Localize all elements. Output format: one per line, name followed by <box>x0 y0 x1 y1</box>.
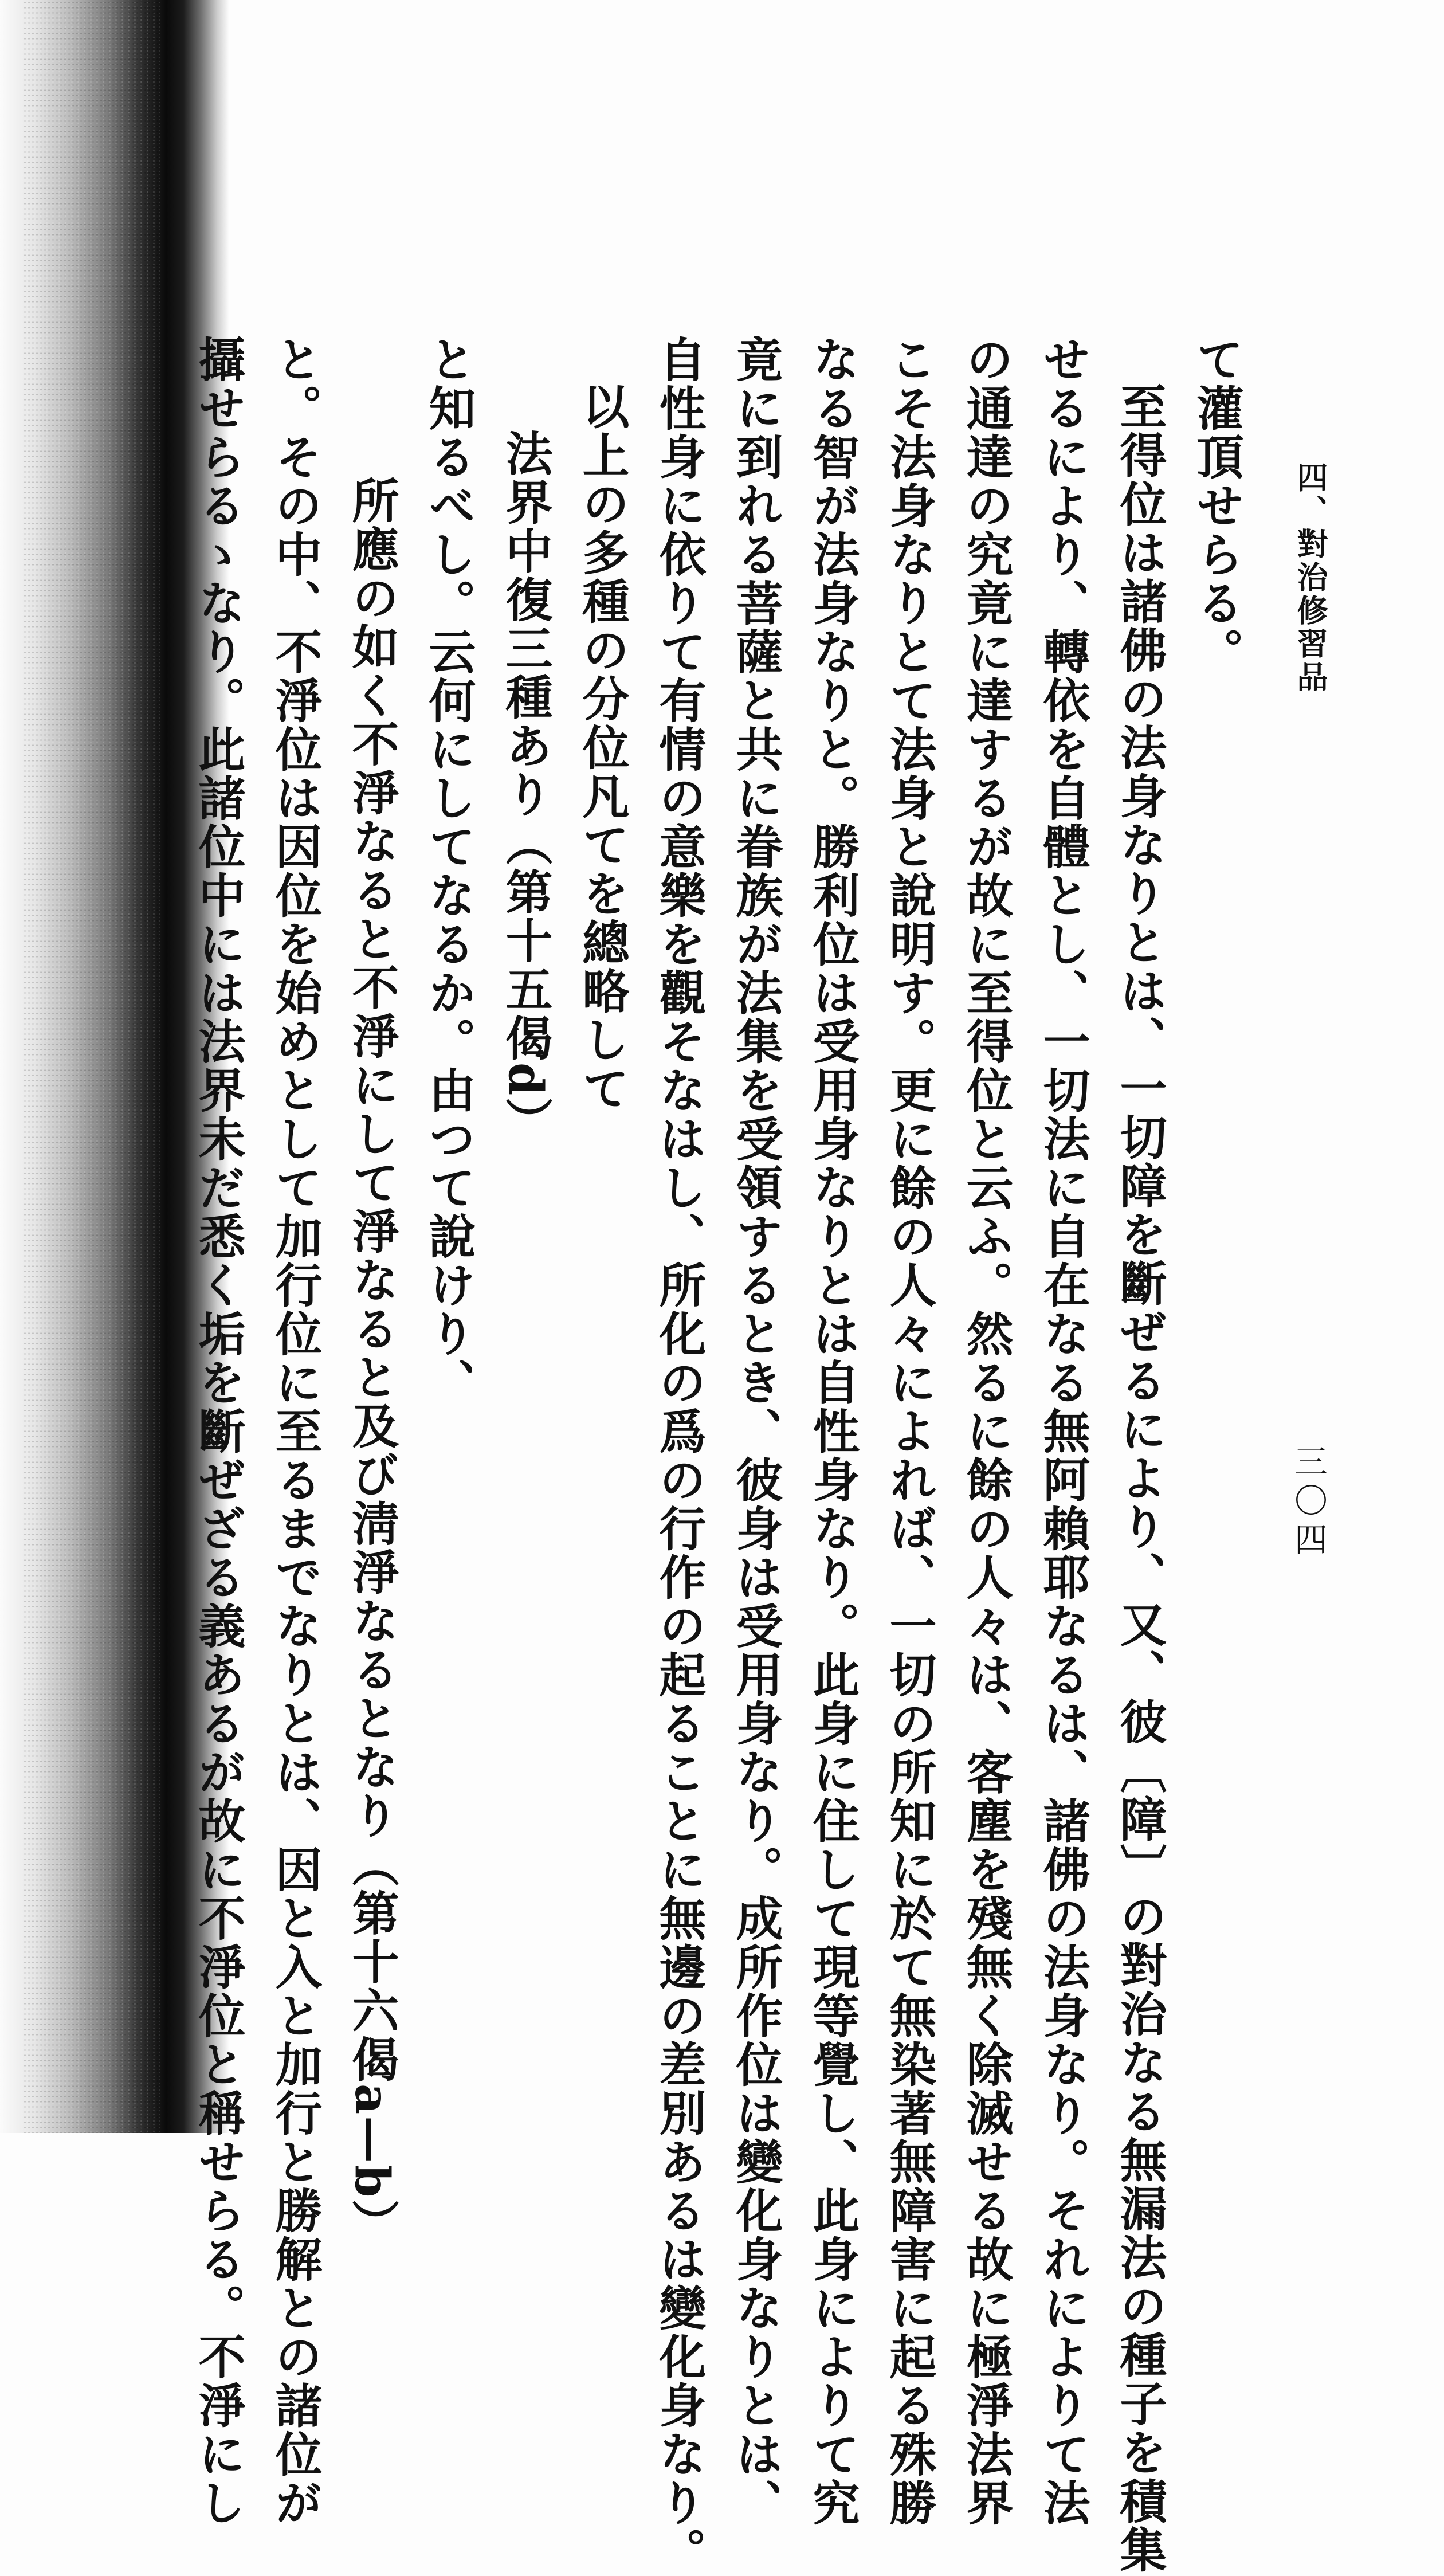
text-line: 自性身に依りて有情の意樂を觀そなはし、所化の爲の行作の起ることに無邊の差別あるは變化身なり。 <box>652 335 707 2576</box>
running-header: 四、對治修習品 <box>1292 461 1328 694</box>
text-line: 以上の多種の分位凡てを總略して <box>575 382 630 1113</box>
text-line: と知るべし。云何にしてなるか。由つて說けり、 <box>421 335 476 1407</box>
text-line: て灌頂せらる。 <box>1189 335 1244 676</box>
text-line: せるにより、轉依を自體とし、一切法に自在なる無阿賴耶なるは、諸佛の法身なり。それによりて法 <box>1035 335 1090 2527</box>
body-text <box>180 335 1255 2576</box>
verse-line: 所應の如く不淨なると不淨にして淨なると及び淸淨なるとなり（第十六偈a—b） <box>344 476 399 2248</box>
text-line: こそ法身なりとて法身と說明す。更に餘の人々によれば、一切の所知に於て無染著無障害に起る殊勝 <box>882 335 937 2527</box>
text-line: 攝せらるゝなり。此諸位中には法界未だ悉く垢を斷ぜざる義あるが故に不淨位と稱せらる。不淨にし <box>191 335 246 2527</box>
verse-line: 法界中復三種あり（第十五偈d） <box>498 429 553 1146</box>
text-line: 至得位は諸佛の法身なりとは、一切障を斷ぜるにより、又、彼〔障〕の對治なる無漏法の種子を積集 <box>1112 382 1167 2574</box>
text-line: と。その中、不淨位は因位を始めとして加行位に至るまでなりとは、因と入と加行と勝解との諸位が <box>268 335 323 2527</box>
scan-noise <box>23 0 160 2133</box>
text-line: の通達の究竟に達するが故に至得位と云ふ。然るに餘の人々は、客塵を殘無く除滅せる故に極淨法界 <box>959 335 1014 2527</box>
text-line: なる智が法身なりと。勝利位は受用身なりとは自性身なり。此身に住して現等覺し、此身によりて究 <box>805 335 860 2527</box>
text-line: 竟に到れる菩薩と共に眷族が法集を受領するとき、彼身は受用身なり。成所作位は變化身なりとは、 <box>728 335 783 2527</box>
page-number: 三〇四 <box>1289 1444 1328 1561</box>
